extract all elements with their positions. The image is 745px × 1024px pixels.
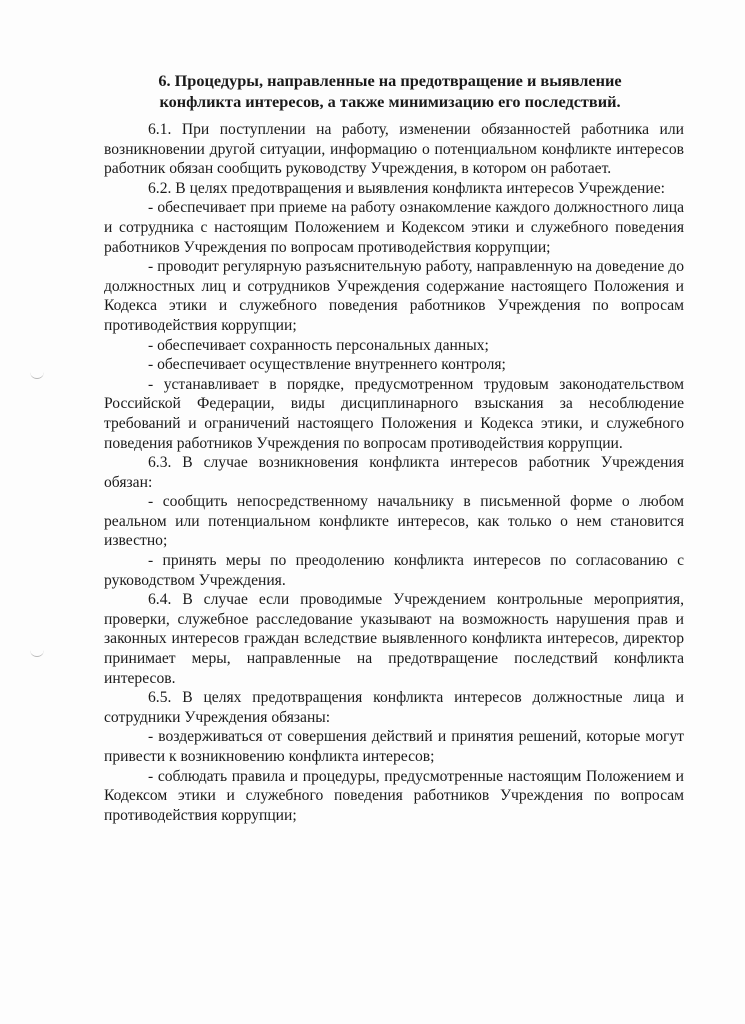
list-item: - обеспечивает сохранность персональных данных; <box>148 336 489 354</box>
list-item: - сообщить непосредственному начальнику в письменной форме о любом реальном или потенциальном конфликте интересов, как только о нем становится известно; <box>104 493 684 550</box>
list-item: - соблюдать правила и процедуры, предусмотренные настоящим Положением и Кодексом этики и служебного поведения работников Учреждения по вопросам противодействия коррупции; <box>104 767 684 824</box>
paragraph-6-5: 6.5. В целях предотвращения конфликта интересов должностные лица и сотрудники Учреждения обязаны: <box>104 689 684 726</box>
list-item: - принять меры по преодолению конфликта интересов по согласованию с руководством Учреждения. <box>104 552 684 589</box>
paragraph-6-1: 6.1. При поступлении на работу, изменении обязанностей работника или возникновении другой ситуации, информацию о потенциальном конфликте интересов работник обязан сообщить руководству Учреждения, в котором он работает. <box>104 121 684 178</box>
paragraph-6-4: 6.4. В случае если проводимые Учреждением контрольные мероприятия, проверки, служебное расследование указывают на возможность нарушения прав и законных интересов граждан вследствие выявленного конфликта интересов, директор принимает меры, направленные на предотвращение последствий конфликта интересов. <box>104 591 684 687</box>
section-body <box>104 120 684 825</box>
punch-hole-mark <box>30 372 44 379</box>
list-item: - воздерживаться от совершения действий и принятия решений, которые могут привести к возникновению конфликта интересов; <box>104 728 684 765</box>
punch-hole-mark <box>30 650 44 657</box>
list-item: - обеспечивает при приеме на работу ознакомление каждого должностного лица и сотрудника с настоящим Положением и Кодексом этики и служебного поведения работников Учреждения по вопросам противодействия коррупции; <box>104 199 684 256</box>
list-item: - устанавливает в порядке, предусмотренном трудовым законодательством Российской Федерации, виды дисциплинарного взыскания за несоблюдение требований и ограничений настоящего Положения и Кодекса этики, и служебного поведения работников Учреждения по вопросам противодействия коррупции. <box>104 375 684 452</box>
section-heading <box>100 70 680 112</box>
section-heading-line: 6. Процедуры, направленные на предотвращение и выявление <box>158 71 622 90</box>
list-item: - обеспечивает осуществление внутреннего контроля; <box>148 356 506 374</box>
paragraph-6-2: 6.2. В целях предотвращения и выявления конфликта интересов Учреждение: <box>148 179 665 197</box>
section-heading-line: конфликта интересов, а также минимизацию его последствий. <box>159 92 621 111</box>
list-item: - проводит регулярную разъяснительную работу, направленную на доведение до должностных лиц и сотрудников Учреждения содержание настоящего Положения и Кодекса этики и служебного поведения работников Учреждения по вопросам противодействия коррупции; <box>104 258 684 334</box>
paragraph-6-3: 6.3. В случае возникновения конфликта интересов работник Учреждения обязан: <box>104 454 684 491</box>
